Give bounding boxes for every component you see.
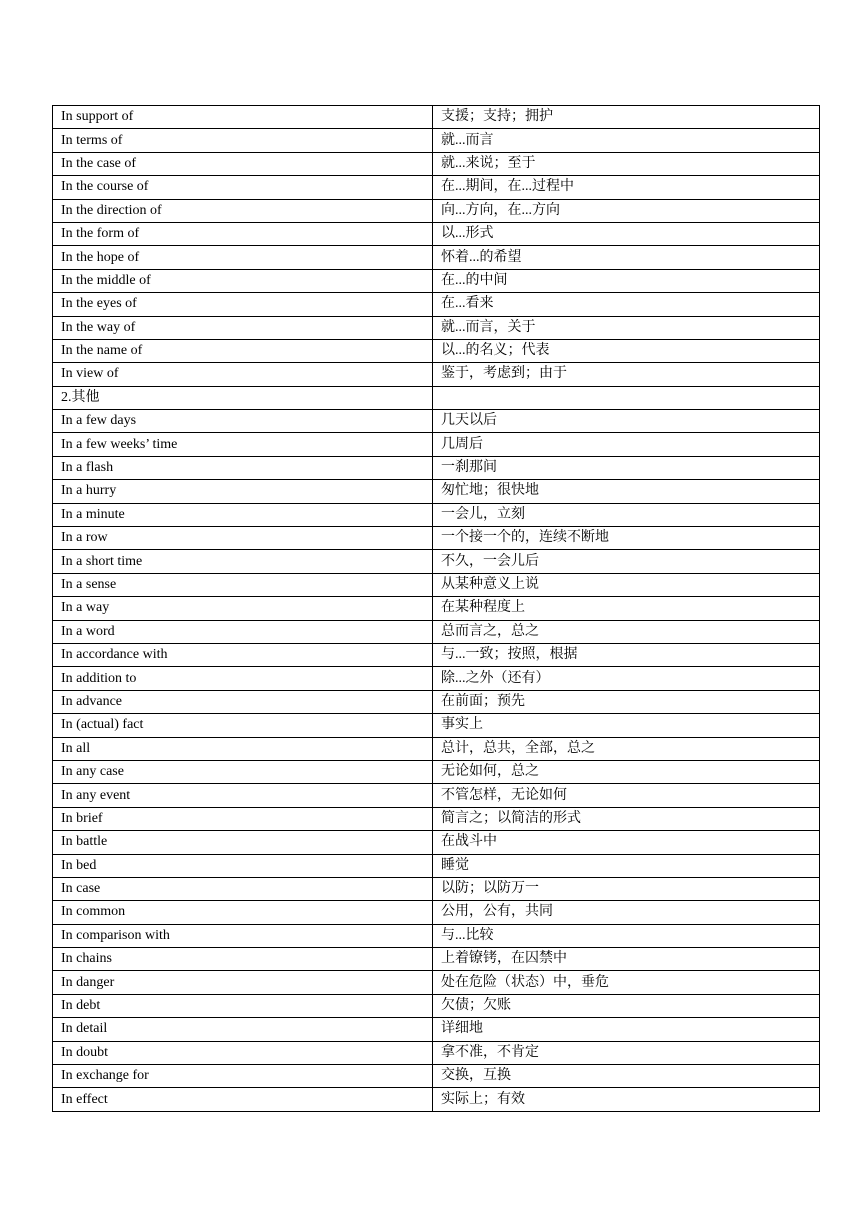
- phrase-chinese: 就...而言: [433, 129, 820, 152]
- phrase-chinese: [433, 386, 820, 409]
- phrase-chinese: 与...比较: [433, 924, 820, 947]
- phrase-english: In battle: [53, 831, 433, 854]
- phrase-english: In the name of: [53, 339, 433, 362]
- table-row: [53, 831, 820, 854]
- table-row: [53, 573, 820, 596]
- phrase-english: In comparison with: [53, 924, 433, 947]
- table-row: [53, 480, 820, 503]
- phrase-english: In a few days: [53, 410, 433, 433]
- phrase-chinese: 无论如何，总之: [433, 760, 820, 783]
- table-row: [53, 199, 820, 222]
- table-row: [53, 667, 820, 690]
- phrase-english: In chains: [53, 948, 433, 971]
- table-row: [53, 948, 820, 971]
- phrase-english: In the way of: [53, 316, 433, 339]
- phrase-chinese: 匆忙地；很快地: [433, 480, 820, 503]
- phrase-english: In accordance with: [53, 643, 433, 666]
- table-row: [53, 737, 820, 760]
- table-row: [53, 363, 820, 386]
- table-row: [53, 176, 820, 199]
- phrase-english: In debt: [53, 994, 433, 1017]
- phrase-english: In a flash: [53, 456, 433, 479]
- phrase-english: In the hope of: [53, 246, 433, 269]
- phrase-chinese: 鉴于，考虑到；由于: [433, 363, 820, 386]
- phrase-english: In detail: [53, 1018, 433, 1041]
- table-row: [53, 643, 820, 666]
- phrase-english: In the case of: [53, 152, 433, 175]
- phrase-english: In a row: [53, 527, 433, 550]
- table-row: [53, 807, 820, 830]
- phrase-english: In the eyes of: [53, 293, 433, 316]
- table-row: [53, 620, 820, 643]
- phrase-english: In terms of: [53, 129, 433, 152]
- phrase-chinese: 一刹那间: [433, 456, 820, 479]
- table-row: [53, 293, 820, 316]
- phrase-chinese: 一会儿，立刻: [433, 503, 820, 526]
- phrase-chinese: 在某种程度上: [433, 597, 820, 620]
- phrase-english: In the middle of: [53, 269, 433, 292]
- table-row: [53, 1041, 820, 1064]
- table-row: [53, 597, 820, 620]
- table-row: [53, 433, 820, 456]
- table-row: [53, 456, 820, 479]
- phrase-chinese: 除...之外（还有）: [433, 667, 820, 690]
- phrase-english: 2.其他: [53, 386, 433, 409]
- phrase-english: In any event: [53, 784, 433, 807]
- phrase-english: In effect: [53, 1088, 433, 1111]
- phrase-english: In a sense: [53, 573, 433, 596]
- phrase-chinese: 以防；以防万一: [433, 877, 820, 900]
- table-row: [53, 106, 820, 129]
- table-row: [53, 386, 820, 409]
- table-row: [53, 1065, 820, 1088]
- phrase-chinese: 公用，公有，共同: [433, 901, 820, 924]
- table-row: [53, 994, 820, 1017]
- phrase-english: In addition to: [53, 667, 433, 690]
- phrase-english: In the form of: [53, 222, 433, 245]
- phrase-chinese: 支援；支持；拥护: [433, 106, 820, 129]
- phrase-english: In a way: [53, 597, 433, 620]
- phrase-chinese: 总计，总共，全部，总之: [433, 737, 820, 760]
- phrase-chinese: 简言之；以简洁的形式: [433, 807, 820, 830]
- table-row: [53, 339, 820, 362]
- phrase-chinese: 不久，一会儿后: [433, 550, 820, 573]
- phrase-chinese: 详细地: [433, 1018, 820, 1041]
- phrase-english: In bed: [53, 854, 433, 877]
- phrase-chinese: 在战斗中: [433, 831, 820, 854]
- phrase-english: In exchange for: [53, 1065, 433, 1088]
- table-row: [53, 316, 820, 339]
- table-row: [53, 222, 820, 245]
- phrase-english: In a few weeks’ time: [53, 433, 433, 456]
- table-row: [53, 901, 820, 924]
- phrase-english: In all: [53, 737, 433, 760]
- phrase-chinese: 处在危险（状态）中，垂危: [433, 971, 820, 994]
- phrase-english: In advance: [53, 690, 433, 713]
- phrase-english: In doubt: [53, 1041, 433, 1064]
- table-row: [53, 924, 820, 947]
- phrase-english: In a word: [53, 620, 433, 643]
- phrase-chinese: 几周后: [433, 433, 820, 456]
- phrase-chinese: 实际上；有效: [433, 1088, 820, 1111]
- table-row: [53, 1088, 820, 1111]
- table-row: [53, 410, 820, 433]
- phrase-table-body: [53, 106, 820, 1112]
- phrase-chinese: 怀着...的希望: [433, 246, 820, 269]
- phrase-chinese: 在...的中间: [433, 269, 820, 292]
- phrase-chinese: 与...一致；按照，根据: [433, 643, 820, 666]
- table-row: [53, 550, 820, 573]
- phrase-english: In the direction of: [53, 199, 433, 222]
- phrase-chinese: 事实上: [433, 714, 820, 737]
- phrase-chinese: 一个接一个的，连续不断地: [433, 527, 820, 550]
- table-row: [53, 760, 820, 783]
- table-row: [53, 246, 820, 269]
- phrase-chinese: 向...方向，在...方向: [433, 199, 820, 222]
- phrase-chinese: 就...而言，关于: [433, 316, 820, 339]
- phrase-chinese: 睡觉: [433, 854, 820, 877]
- table-row: [53, 527, 820, 550]
- phrase-chinese: 以...的名义；代表: [433, 339, 820, 362]
- phrase-english: In view of: [53, 363, 433, 386]
- phrase-chinese: 就...来说；至于: [433, 152, 820, 175]
- phrase-english: In a short time: [53, 550, 433, 573]
- phrase-chinese: 拿不准，不肯定: [433, 1041, 820, 1064]
- phrase-english: In case: [53, 877, 433, 900]
- table-row: [53, 1018, 820, 1041]
- table-row: [53, 152, 820, 175]
- phrase-chinese: 交换，互换: [433, 1065, 820, 1088]
- phrase-table: [52, 105, 820, 1112]
- phrase-chinese: 在...看来: [433, 293, 820, 316]
- table-row: [53, 784, 820, 807]
- phrase-english: In common: [53, 901, 433, 924]
- table-row: [53, 714, 820, 737]
- phrase-chinese: 从某种意义上说: [433, 573, 820, 596]
- phrase-english: In a hurry: [53, 480, 433, 503]
- phrase-english: In brief: [53, 807, 433, 830]
- phrase-english: In danger: [53, 971, 433, 994]
- phrase-chinese: 上着镣铐，在囚禁中: [433, 948, 820, 971]
- phrase-english: In support of: [53, 106, 433, 129]
- table-row: [53, 854, 820, 877]
- phrase-chinese: 在...期间，在...过程中: [433, 176, 820, 199]
- phrase-english: In the course of: [53, 176, 433, 199]
- phrase-chinese: 欠债；欠账: [433, 994, 820, 1017]
- phrase-english: In (actual) fact: [53, 714, 433, 737]
- phrase-chinese: 不管怎样，无论如何: [433, 784, 820, 807]
- phrase-english: In a minute: [53, 503, 433, 526]
- phrase-chinese: 几天以后: [433, 410, 820, 433]
- table-row: [53, 129, 820, 152]
- phrase-chinese: 以...形式: [433, 222, 820, 245]
- table-row: [53, 971, 820, 994]
- table-row: [53, 269, 820, 292]
- phrase-chinese: 在前面；预先: [433, 690, 820, 713]
- phrase-english: In any case: [53, 760, 433, 783]
- phrase-chinese: 总而言之，总之: [433, 620, 820, 643]
- table-row: [53, 690, 820, 713]
- table-row: [53, 503, 820, 526]
- table-row: [53, 877, 820, 900]
